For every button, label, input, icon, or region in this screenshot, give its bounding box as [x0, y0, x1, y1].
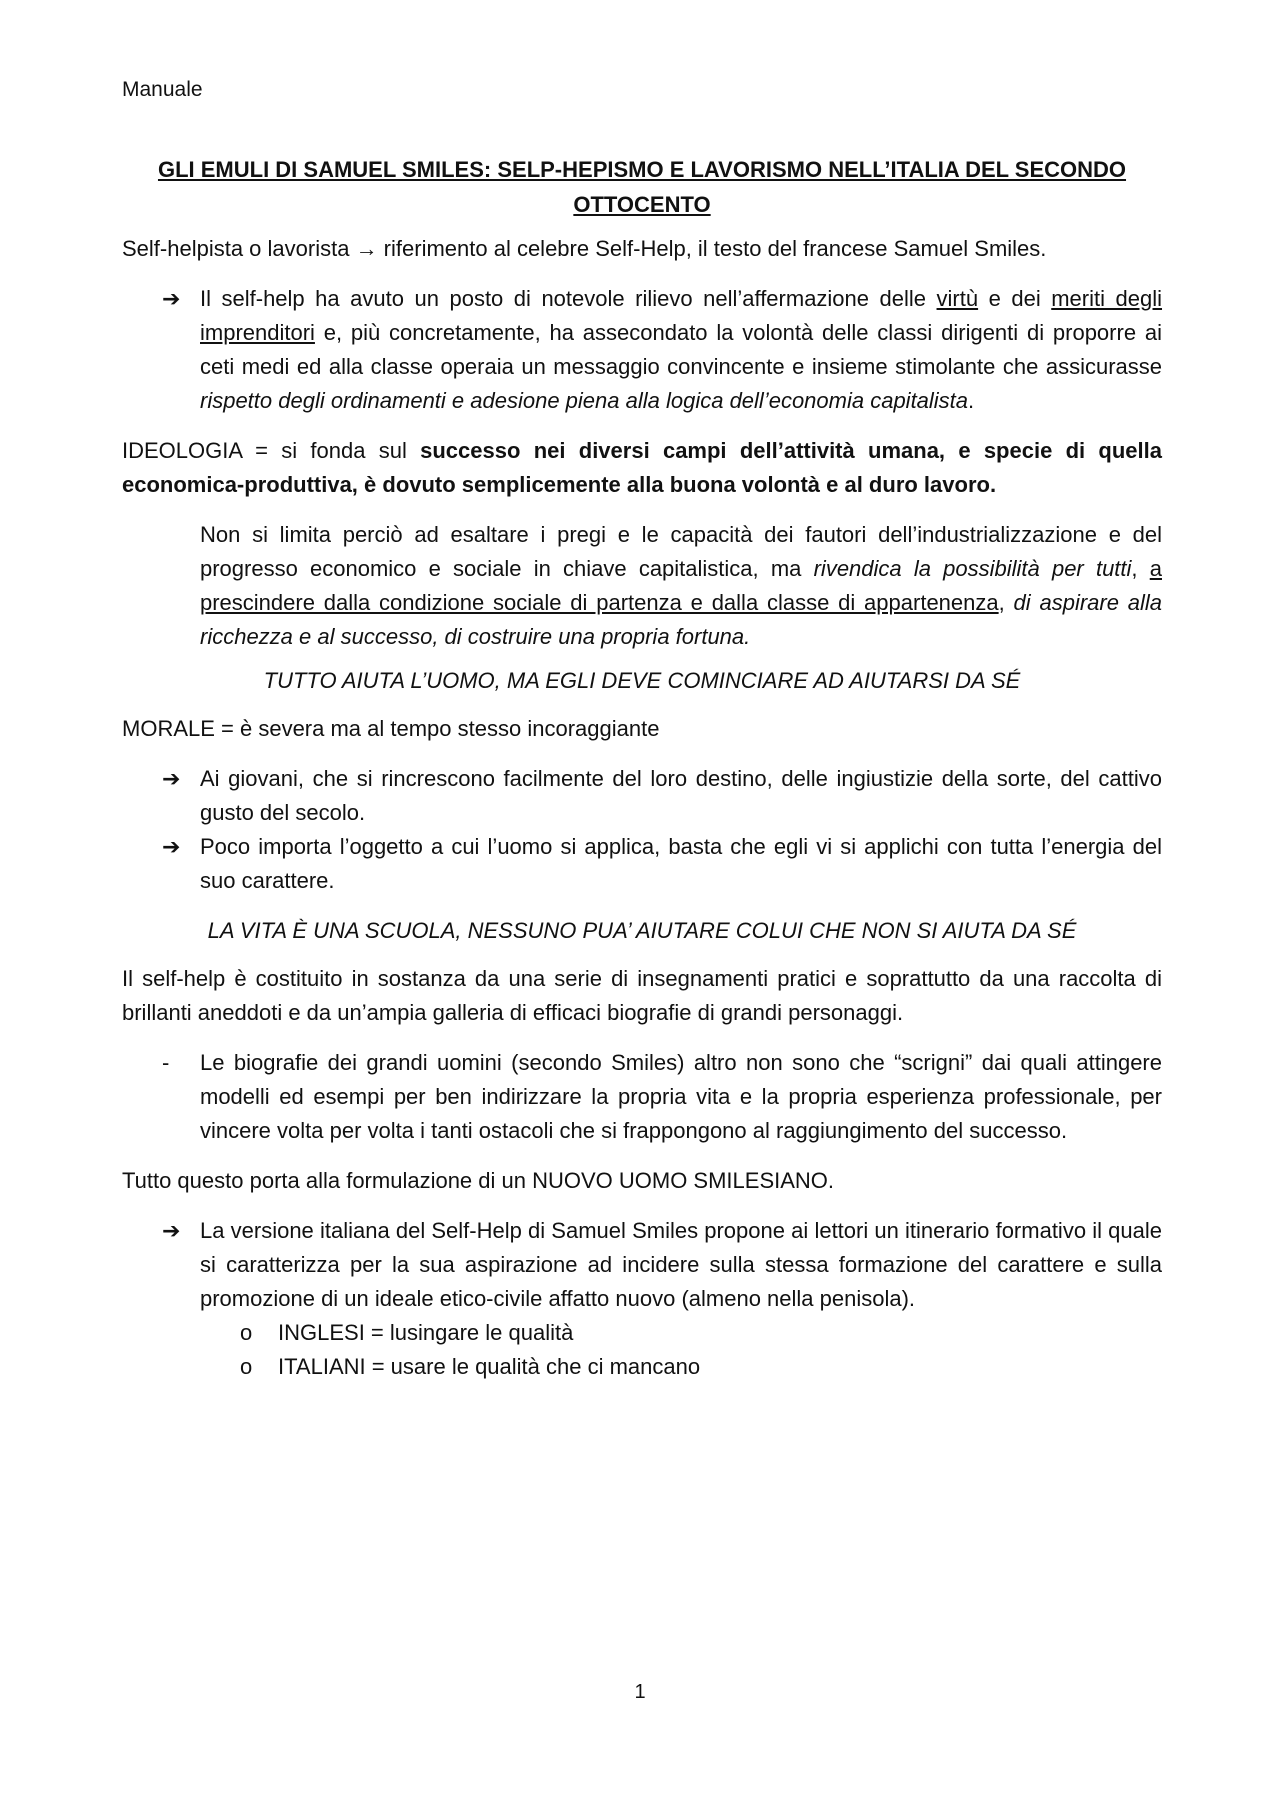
text-run: Il self-help ha avuto un posto di notevole rilievo nell’affermazione delle: [200, 286, 937, 311]
sub-list-item-text: INGLESI = lusingare le qualità: [278, 1320, 574, 1345]
text-run: ,: [1131, 556, 1150, 581]
list-item-morale-2: [122, 830, 1162, 898]
document-title: GLI EMULI DI SAMUEL SMILES: SELP-HEPISMO E LAVORISMO NELL’ITALIA DEL SECONDO OTTOCENTO: [157, 157, 1127, 217]
arrow-icon: →: [355, 236, 378, 261]
text-run: e dei: [978, 286, 1052, 311]
list-item-text: Ai giovani, che si rincrescono facilmente del loro destino, delle ingiustizie della sorte, del cattivo gusto del secolo.: [200, 766, 1162, 825]
sub-list-item-italiani: [122, 1350, 1162, 1384]
document-body: [122, 152, 1162, 1384]
sub-list-item-text: ITALIANI = usare le qualità che ci mancano: [278, 1354, 701, 1379]
italic-text: rivendica la possibilità per tutti: [813, 556, 1132, 581]
non-si-limita-paragraph: [122, 518, 1162, 654]
text-run: ,: [998, 590, 1014, 615]
circle-bullet: o: [240, 1354, 253, 1379]
arrow-bullet-icon: ➔: [162, 834, 181, 859]
underlined-text: a prescindere dalla condizione sociale di partenza e dalla classe di appartenenza: [200, 556, 1162, 615]
page-number: 1: [634, 1681, 646, 1703]
dash-bullet: -: [162, 1050, 170, 1075]
page-header: Manuale: [122, 78, 203, 101]
italic-text: rispetto degli ordinamenti e adesione piena alla logica dell’economia capitalista: [200, 388, 969, 413]
italic-text: di aspirare alla ricchezza e al successo, di costruire una propria fortuna.: [200, 590, 1163, 649]
intro-text-before: Self-helpista o lavorista: [122, 236, 356, 261]
list-item-morale-1: [122, 762, 1162, 830]
sub-list-item-inglesi: [122, 1316, 1162, 1350]
arrow-bullet-icon: ➔: [162, 766, 181, 791]
list-item-text: Le biografie dei grandi uomini (secondo Smiles) altro non sono che “scrigni” dai quali attingere modelli ed esempi per ben indirizzare la propria vita e la propria esperienza professionale, per vincere volta per volta i tanti ostacoli che si frappongono al raggiungimento del successo.: [200, 1050, 1162, 1143]
intro-text-after: riferimento al celebre Self-Help, il testo del francese Samuel Smiles.: [377, 236, 1047, 261]
text-run: .: [968, 388, 975, 413]
text-run: Non si limita perciò ad esaltare i pregi e le capacità dei fautori dell’industrializzazione e del progresso economico e sociale in chiave capitalistica, ma: [200, 522, 1162, 581]
morale-paragraph: MORALE = è severa ma al tempo stesso incoraggiante: [122, 716, 660, 741]
selfhelp-paragraph: Il self-help è costituito in sostanza da una serie di insegnamenti pratici e soprattutto da una raccolta di brillanti aneddoti e da un’ampia galleria di efficaci biografie di grandi personaggi.: [122, 966, 1162, 1025]
text-run: IDEOLOGIA = si fonda sul: [122, 438, 421, 463]
intro-paragraph: [122, 232, 1162, 266]
arrow-bullet-icon: ➔: [162, 1218, 181, 1243]
list-item-text: La versione italiana del Self-Help di Samuel Smiles propone ai lettori un itinerario formativo il quale si caratterizza per la sua aspirazione ad incidere sulla stessa formazione del carattere e sulla promozione di un ideale etico-civile affatto nuovo (almeno nella penisola).: [200, 1218, 1162, 1311]
quote-motto-1: TUTTO AIUTA L’UOMO, MA EGLI DEVE COMINCIARE AD AIUTARSI DA SÉ: [263, 668, 1021, 693]
list-item-selfhelp-role: [122, 282, 1162, 418]
underlined-text: virtù: [936, 286, 979, 311]
list-item-text: Poco importa l’oggetto a cui l’uomo si applica, basta che egli vi si applichi con tutta l’energia del suo carattere.: [200, 834, 1162, 893]
circle-bullet: o: [240, 1320, 253, 1345]
arrow-bullet-icon: ➔: [162, 286, 181, 311]
ideologia-paragraph: [122, 434, 1162, 502]
quote-motto-2: LA VITA È UNA SCUOLA, NESSUNO PUA’ AIUTARE COLUI CHE NON SI AIUTA DA SÉ: [207, 918, 1077, 943]
bold-text: successo nei diversi campi dell’attività umana, e specie di quella economica-produttiva, è dovuto semplicemente alla buona volontà e al duro lavoro.: [122, 438, 1162, 497]
list-item-versione-italiana: [122, 1214, 1162, 1316]
underlined-text: meriti degli imprenditori: [200, 286, 1163, 345]
list-item-biografie: [122, 1046, 1162, 1148]
tutto-questo-paragraph: Tutto questo porta alla formulazione di un NUOVO UOMO SMILESIANO.: [122, 1168, 835, 1193]
text-run: e, più concretamente, ha assecondato la volontà delle classi dirigenti di proporre ai ceti medi ed alla classe operaia un messaggio convincente e insieme stimolante che assicurasse: [200, 320, 1162, 379]
